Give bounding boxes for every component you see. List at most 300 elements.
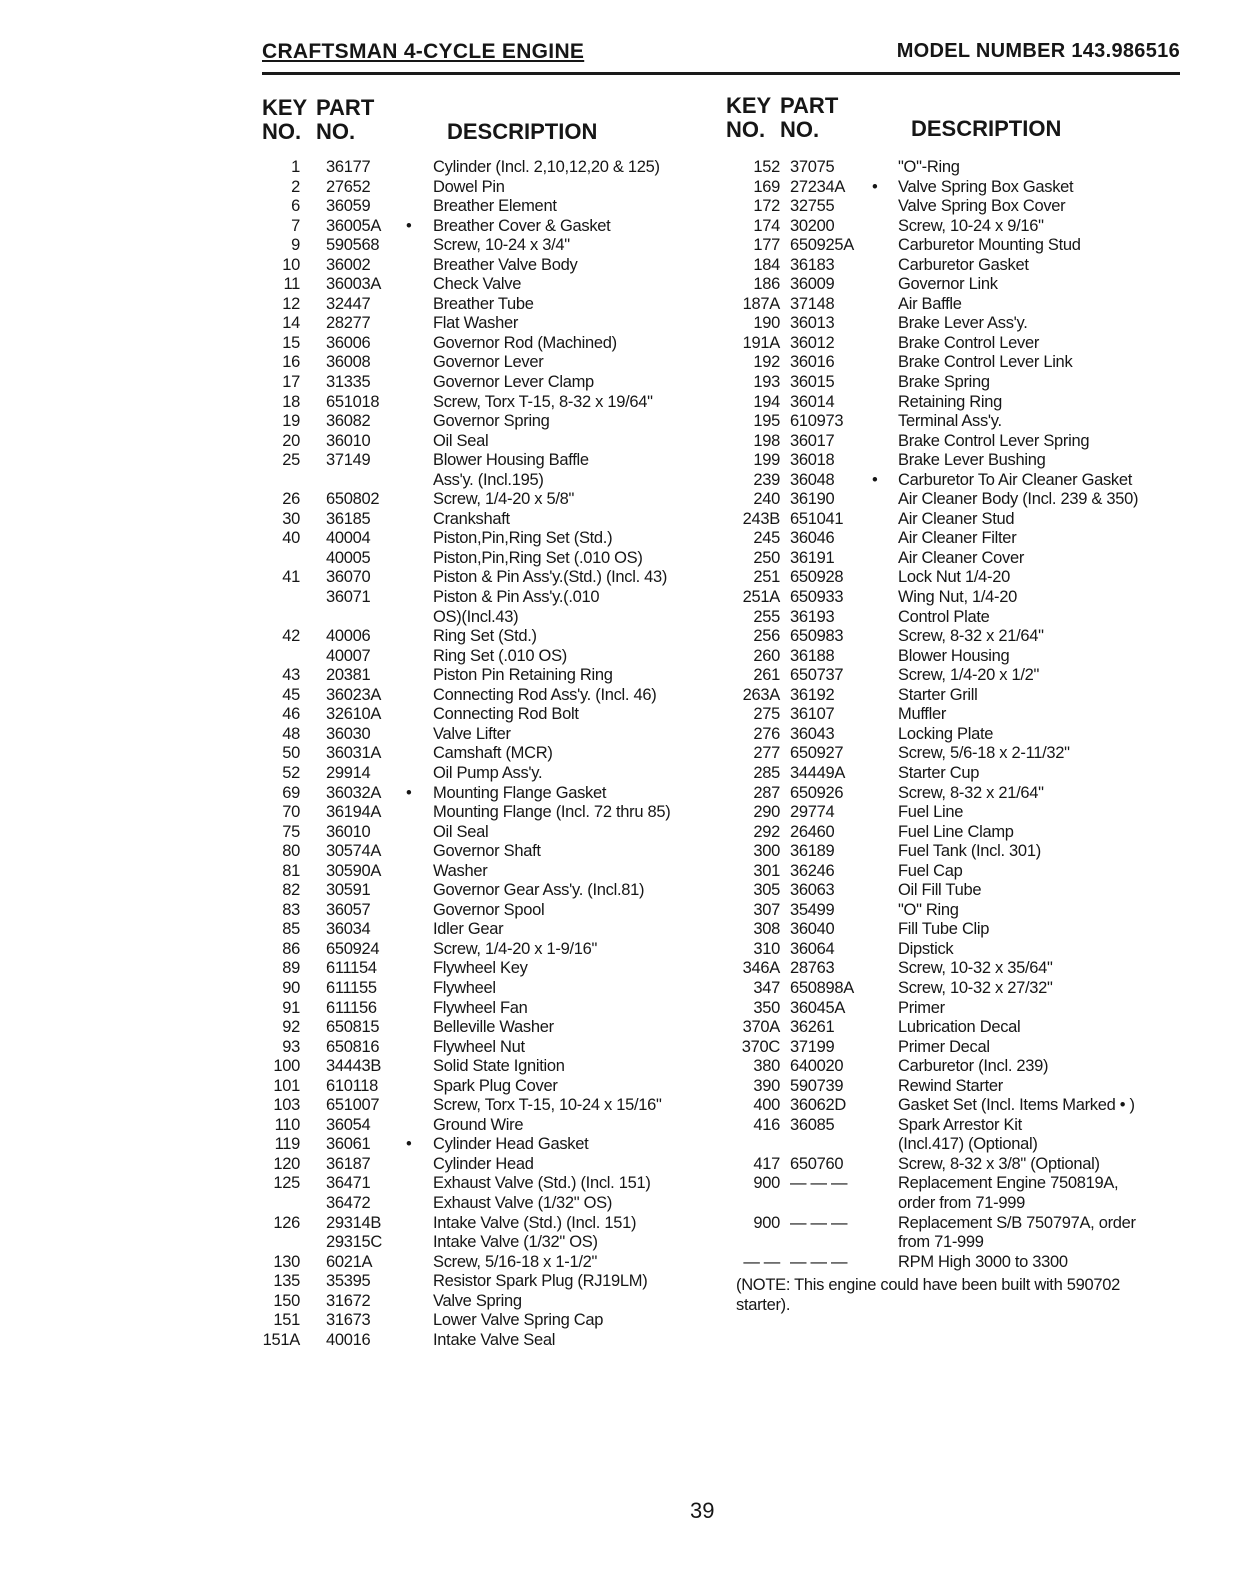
part-description: Lubrication Decal bbox=[898, 1018, 1021, 1037]
key-number: — — bbox=[743, 1252, 780, 1271]
part-number: 650737 bbox=[790, 666, 844, 685]
part-description: Screw, 10-24 x 9/16" bbox=[898, 216, 1044, 235]
part-description: Governor Rod (Machined) bbox=[433, 333, 617, 352]
part-description: Brake Spring bbox=[898, 373, 990, 392]
part-number: 35395 bbox=[326, 1272, 371, 1291]
part-description: Governor Lever Clamp bbox=[433, 373, 594, 392]
part-number: 36246 bbox=[790, 861, 835, 880]
part-description: Belleville Washer bbox=[433, 1018, 554, 1037]
left-key-header: KEY NO. bbox=[262, 95, 308, 144]
part-number: 650925A bbox=[790, 236, 854, 255]
page-number: 39 bbox=[690, 1498, 715, 1523]
key-number: 243B bbox=[742, 509, 780, 528]
key-number: 126 bbox=[273, 1213, 300, 1232]
part-number: 36190 bbox=[790, 490, 835, 509]
key-number: 390 bbox=[753, 1076, 780, 1095]
part-number: 651018 bbox=[326, 392, 380, 411]
part-number: 36032A bbox=[326, 783, 382, 802]
part-description: Brake Control Lever Spring bbox=[898, 431, 1090, 450]
part-description: Check Valve bbox=[433, 275, 522, 294]
part-number: 36010 bbox=[326, 822, 371, 841]
document-title: CRAFTSMAN 4-CYCLE ENGINE bbox=[262, 40, 585, 63]
part-description: Solid State Ignition bbox=[433, 1057, 565, 1076]
part-description: Screw, 1/4-20 x 1-9/16" bbox=[433, 939, 598, 958]
key-number: 101 bbox=[273, 1076, 300, 1095]
key-number: 251A bbox=[742, 588, 780, 607]
part-description: Governor Link bbox=[898, 275, 998, 294]
part-description: Muffler bbox=[898, 705, 947, 724]
part-number: 36261 bbox=[790, 1018, 835, 1037]
part-number: 29774 bbox=[790, 803, 835, 822]
part-number: 29314B bbox=[326, 1213, 382, 1232]
part-number: 36054 bbox=[326, 1115, 371, 1134]
key-number: 80 bbox=[282, 842, 300, 861]
key-number: 900 bbox=[753, 1174, 780, 1193]
gasket-marker: • bbox=[872, 470, 878, 489]
part-number: 36045A bbox=[790, 998, 846, 1017]
part-description: Air Cleaner Cover bbox=[898, 548, 1025, 567]
part-number: 36040 bbox=[790, 920, 835, 939]
key-number: 40 bbox=[282, 529, 300, 548]
part-number: 36472 bbox=[326, 1193, 371, 1212]
key-number: 152 bbox=[753, 158, 780, 176]
key-number: 11 bbox=[283, 275, 300, 294]
key-number: 346A bbox=[742, 959, 780, 978]
part-description: Connecting Rod Ass'y. (Incl. 46) bbox=[433, 685, 657, 704]
part-number: 40004 bbox=[326, 529, 371, 548]
key-number: 193 bbox=[753, 373, 780, 392]
part-number: 36063 bbox=[790, 881, 835, 900]
part-number: 590739 bbox=[790, 1076, 844, 1095]
key-number: 103 bbox=[273, 1096, 300, 1115]
part-number: 31672 bbox=[326, 1291, 371, 1310]
key-number: 255 bbox=[753, 607, 780, 626]
key-number: 42 bbox=[282, 627, 300, 646]
key-number: 130 bbox=[273, 1252, 300, 1271]
model-number: MODEL NUMBER 143.986516 bbox=[896, 40, 1180, 62]
part-number: 36030 bbox=[326, 724, 371, 743]
key-number: 9 bbox=[291, 236, 300, 255]
part-number: 37199 bbox=[790, 1037, 835, 1056]
part-number: 36006 bbox=[326, 333, 371, 352]
key-number: 245 bbox=[753, 529, 780, 548]
part-description: Fuel Cap bbox=[898, 861, 963, 880]
part-number: 36010 bbox=[326, 431, 371, 450]
part-description: Screw, 8-32 x 21/64" bbox=[898, 783, 1044, 802]
key-number: 151 bbox=[273, 1311, 300, 1330]
key-number: 184 bbox=[753, 255, 780, 274]
key-number: 10 bbox=[282, 255, 300, 274]
part-description: Starter Grill bbox=[898, 685, 978, 704]
key-number: 380 bbox=[753, 1057, 780, 1076]
part-number: 36471 bbox=[326, 1174, 371, 1193]
part-number: 650760 bbox=[790, 1154, 844, 1173]
part-number: 40005 bbox=[326, 548, 371, 567]
key-number: 287 bbox=[753, 783, 780, 802]
key-number: 292 bbox=[753, 822, 780, 841]
part-number: 36003A bbox=[326, 275, 382, 294]
key-number: 110 bbox=[274, 1115, 300, 1134]
part-description: Breather Element bbox=[433, 197, 557, 216]
part-description: Air Cleaner Stud bbox=[898, 509, 1015, 528]
key-number: 50 bbox=[282, 744, 300, 763]
part-description: (Incl.417) (Optional) bbox=[898, 1135, 1038, 1154]
key-number: 46 bbox=[282, 705, 300, 724]
part-number: 36107 bbox=[790, 705, 835, 724]
key-number: 276 bbox=[753, 724, 780, 743]
part-description: Exhaust Valve (1/32" OS) bbox=[433, 1193, 613, 1212]
part-number: 590568 bbox=[326, 236, 380, 255]
key-number: 26 bbox=[282, 490, 300, 509]
key-number: 82 bbox=[282, 881, 300, 900]
key-number: 172 bbox=[753, 197, 780, 216]
key-number: 191A bbox=[742, 333, 780, 352]
part-number: 40016 bbox=[326, 1330, 371, 1349]
part-description: Oil Fill Tube bbox=[898, 881, 982, 900]
part-number: 28277 bbox=[326, 314, 371, 333]
part-number: 650898A bbox=[790, 978, 854, 997]
key-number: 169 bbox=[753, 177, 780, 196]
key-number: 89 bbox=[282, 959, 300, 978]
part-number: 36023A bbox=[326, 685, 382, 704]
part-description: Starter Cup bbox=[898, 763, 980, 782]
part-number: 27234A bbox=[790, 177, 846, 196]
part-number: 32610A bbox=[326, 705, 382, 724]
part-number: 36070 bbox=[326, 568, 371, 587]
part-description: Cylinder (Incl. 2,10,12,20 & 125) bbox=[433, 158, 660, 176]
right-key-header: KEY NO. bbox=[726, 93, 772, 142]
part-description: Carburetor Gasket bbox=[898, 255, 1029, 274]
part-number: 36014 bbox=[790, 392, 835, 411]
key-number: 25 bbox=[282, 451, 300, 470]
key-number: 120 bbox=[273, 1154, 300, 1173]
part-description: Lock Nut 1/4-20 bbox=[898, 568, 1010, 587]
key-number: 300 bbox=[753, 842, 780, 861]
key-number: 305 bbox=[753, 881, 780, 900]
part-description: Breather Cover & Gasket bbox=[433, 216, 611, 235]
part-description: Dowel Pin bbox=[433, 177, 505, 196]
part-number: 34443B bbox=[326, 1057, 382, 1076]
key-number: 93 bbox=[282, 1037, 300, 1056]
part-number: 36192 bbox=[790, 685, 835, 704]
key-number: 263A bbox=[742, 685, 780, 704]
part-description: Wing Nut, 1/4-20 bbox=[898, 588, 1018, 607]
part-number: 36005A bbox=[326, 216, 382, 235]
key-number: 7 bbox=[291, 216, 300, 235]
part-number: 36057 bbox=[326, 900, 371, 919]
key-number: 285 bbox=[753, 763, 780, 782]
key-number: 125 bbox=[273, 1174, 300, 1193]
part-number: 40006 bbox=[326, 627, 371, 646]
key-number: 43 bbox=[282, 666, 300, 685]
part-description: Governor Spool bbox=[433, 900, 545, 919]
part-number: 650816 bbox=[326, 1037, 380, 1056]
part-description: Carburetor Mounting Stud bbox=[898, 236, 1081, 255]
part-number: 650926 bbox=[790, 783, 844, 802]
key-number: 239 bbox=[753, 470, 780, 489]
key-number: 48 bbox=[282, 724, 300, 743]
part-description: Control Plate bbox=[898, 607, 990, 626]
part-description: Connecting Rod Bolt bbox=[433, 705, 579, 724]
part-description: Spark Plug Cover bbox=[433, 1076, 558, 1095]
part-number: 650928 bbox=[790, 568, 844, 587]
part-description: Governor Gear Ass'y. (Incl.81) bbox=[433, 881, 645, 900]
part-description: "O"-Ring bbox=[898, 158, 960, 176]
key-number: 310 bbox=[753, 939, 780, 958]
key-number: 290 bbox=[753, 803, 780, 822]
part-number: 36177 bbox=[326, 158, 371, 176]
key-number: 370C bbox=[741, 1037, 780, 1056]
part-description: Flat Washer bbox=[433, 314, 519, 333]
key-number: 900 bbox=[753, 1213, 780, 1232]
key-number: 307 bbox=[753, 900, 780, 919]
key-number: 18 bbox=[282, 392, 300, 411]
key-number: 350 bbox=[753, 998, 780, 1017]
key-number: 86 bbox=[282, 939, 300, 958]
part-description: Screw, Torx T-15, 10-24 x 15/16" bbox=[433, 1096, 662, 1115]
key-number: 174 bbox=[753, 216, 780, 235]
part-number: 36061 bbox=[326, 1135, 371, 1154]
part-description: Screw, 5/6-18 x 2-11/32" bbox=[898, 744, 1070, 763]
key-number: 256 bbox=[753, 627, 780, 646]
part-description: Piston,Pin,Ring Set (Std.) bbox=[433, 529, 613, 548]
key-number: 260 bbox=[753, 646, 780, 665]
part-number: — — — bbox=[790, 1252, 848, 1271]
part-description: Screw, 10-32 x 27/32" bbox=[898, 978, 1053, 997]
part-number: 30591 bbox=[326, 881, 371, 900]
part-description: Intake Valve (1/32" OS) bbox=[433, 1233, 598, 1252]
part-number: 36017 bbox=[790, 431, 835, 450]
key-number: 100 bbox=[273, 1057, 300, 1076]
part-number: 36002 bbox=[326, 255, 371, 274]
key-number: 119 bbox=[274, 1135, 300, 1154]
part-description: Blower Housing Baffle bbox=[433, 451, 589, 470]
part-description: Air Cleaner Filter bbox=[898, 529, 1017, 548]
part-number: 610973 bbox=[790, 412, 844, 431]
part-description: Fuel Line Clamp bbox=[898, 822, 1014, 841]
part-description: order from 71-999 bbox=[898, 1193, 1025, 1212]
part-description: Replacement Engine 750819A, bbox=[898, 1174, 1119, 1193]
part-description: Screw, 8-32 x 3/8" (Optional) bbox=[898, 1154, 1100, 1173]
key-number: 6 bbox=[291, 197, 300, 216]
part-description: Screw, 10-32 x 35/64" bbox=[898, 959, 1053, 978]
key-number: 186 bbox=[753, 275, 780, 294]
engine-note: (NOTE: This engine could have been built with 590702 starter). bbox=[736, 1276, 1121, 1314]
key-number: 75 bbox=[282, 822, 300, 841]
part-number: 36064 bbox=[790, 939, 835, 958]
part-number: 650933 bbox=[790, 588, 844, 607]
part-number: 611156 bbox=[326, 998, 377, 1017]
part-description: "O" Ring bbox=[898, 900, 959, 919]
part-number: 36009 bbox=[790, 275, 835, 294]
part-description: Exhaust Valve (Std.) (Incl. 151) bbox=[433, 1174, 651, 1193]
part-description: Breather Tube bbox=[433, 294, 534, 313]
gasket-marker: • bbox=[406, 1135, 412, 1154]
part-description: Screw, 1/4-20 x 5/8" bbox=[433, 490, 575, 509]
part-number: 36189 bbox=[790, 842, 835, 861]
key-number: 416 bbox=[753, 1115, 780, 1134]
part-description: Piston,Pin,Ring Set (.010 OS) bbox=[433, 548, 643, 567]
key-number: 90 bbox=[282, 978, 300, 997]
part-number: 36016 bbox=[790, 353, 835, 372]
key-number: 52 bbox=[282, 763, 300, 782]
part-number: 36015 bbox=[790, 373, 835, 392]
key-number: 198 bbox=[753, 431, 780, 450]
key-number: 150 bbox=[273, 1291, 300, 1310]
part-number: 36059 bbox=[326, 197, 371, 216]
part-number: 30200 bbox=[790, 216, 835, 235]
part-description: Valve Spring Box Gasket bbox=[898, 177, 1074, 196]
part-number: — — — bbox=[790, 1213, 848, 1232]
part-number: 37075 bbox=[790, 158, 835, 176]
part-description: Screw, 8-32 x 21/64" bbox=[898, 627, 1044, 646]
part-number: 35499 bbox=[790, 900, 835, 919]
part-number: 610118 bbox=[326, 1076, 379, 1095]
right-description-header: DESCRIPTION bbox=[911, 116, 1062, 141]
part-description: Replacement S/B 750797A, order bbox=[898, 1213, 1136, 1232]
part-number: 640020 bbox=[790, 1057, 844, 1076]
part-description: Idler Gear bbox=[433, 920, 504, 939]
part-number: 36048 bbox=[790, 470, 835, 489]
part-number: 651041 bbox=[790, 509, 844, 528]
key-number: 400 bbox=[753, 1096, 780, 1115]
part-number: 36188 bbox=[790, 646, 835, 665]
part-description: Fuel Line bbox=[898, 803, 964, 822]
gasket-marker: • bbox=[406, 216, 412, 235]
key-number: 261 bbox=[753, 666, 780, 685]
key-number: 69 bbox=[282, 783, 300, 802]
part-number: 36085 bbox=[790, 1115, 835, 1134]
left-description-header: DESCRIPTION bbox=[447, 119, 598, 144]
part-description: Ass'y. (Incl.195) bbox=[433, 470, 544, 489]
part-description: Locking Plate bbox=[898, 724, 994, 743]
part-number: 34449A bbox=[790, 763, 846, 782]
left-part-header: PART NO. bbox=[316, 95, 375, 144]
key-number: 135 bbox=[273, 1272, 300, 1291]
part-description: Ring Set (Std.) bbox=[433, 627, 537, 646]
part-description: Oil Seal bbox=[433, 822, 489, 841]
part-number: 36018 bbox=[790, 451, 835, 470]
part-description: Intake Valve (Std.) (Incl. 151) bbox=[433, 1213, 637, 1232]
part-number: 29315C bbox=[326, 1233, 382, 1252]
part-number: 28763 bbox=[790, 959, 835, 978]
key-number: 250 bbox=[753, 548, 780, 567]
part-number: 36185 bbox=[326, 509, 371, 528]
part-description: Screw, 1/4-20 x 1/2" bbox=[898, 666, 1040, 685]
part-number: 27652 bbox=[326, 177, 371, 196]
key-number: 187A bbox=[742, 294, 780, 313]
part-description: Flywheel Nut bbox=[433, 1037, 525, 1056]
key-number: 194 bbox=[753, 392, 780, 411]
part-description: Carburetor To Air Cleaner Gasket bbox=[898, 470, 1133, 489]
key-number: 347 bbox=[753, 978, 780, 997]
key-number: 177 bbox=[753, 236, 780, 255]
part-description: Blower Housing bbox=[898, 646, 1010, 665]
part-description: RPM High 3000 to 3300 bbox=[898, 1252, 1068, 1271]
part-number: 650802 bbox=[326, 490, 380, 509]
part-description: Primer Decal bbox=[898, 1037, 990, 1056]
part-description: Valve Spring bbox=[433, 1291, 522, 1310]
part-description: Piston Pin Retaining Ring bbox=[433, 666, 613, 685]
key-number: 70 bbox=[282, 803, 300, 822]
key-number: 91 bbox=[282, 998, 300, 1017]
part-number: 36034 bbox=[326, 920, 371, 939]
key-number: 301 bbox=[753, 861, 780, 880]
part-number: 30590A bbox=[326, 861, 382, 880]
part-number: 36012 bbox=[790, 333, 835, 352]
part-number: 36187 bbox=[326, 1154, 371, 1173]
part-description: Piston & Pin Ass'y.(.010 bbox=[433, 588, 600, 607]
part-description: Fuel Tank (Incl. 301) bbox=[898, 842, 1041, 861]
key-number: 277 bbox=[753, 744, 780, 763]
key-number: 192 bbox=[753, 353, 780, 372]
key-number: 1 bbox=[291, 158, 300, 176]
part-number: 29914 bbox=[326, 763, 371, 782]
part-description: Mounting Flange (Incl. 72 thru 85) bbox=[433, 803, 671, 822]
key-number: 15 bbox=[282, 333, 300, 352]
part-description: Crankshaft bbox=[433, 509, 510, 528]
part-number: 611155 bbox=[326, 978, 377, 997]
part-description: Brake Lever Ass'y. bbox=[898, 314, 1028, 333]
part-description: from 71-999 bbox=[898, 1233, 984, 1252]
part-number: 20381 bbox=[326, 666, 371, 685]
part-description: Brake Control Lever bbox=[898, 333, 1040, 352]
key-number: 370A bbox=[742, 1018, 780, 1037]
part-number: 36062D bbox=[790, 1096, 846, 1115]
part-description: Terminal Ass'y. bbox=[898, 412, 1002, 431]
key-number: 41 bbox=[282, 568, 300, 587]
key-number: 251 bbox=[753, 568, 780, 587]
part-description: Piston & Pin Ass'y.(Std.) (Incl. 43) bbox=[433, 568, 668, 587]
part-description: Brake Lever Bushing bbox=[898, 451, 1046, 470]
part-number: 26460 bbox=[790, 822, 835, 841]
part-number: 36046 bbox=[790, 529, 835, 548]
part-number: 36194A bbox=[326, 803, 382, 822]
part-description: Gasket Set (Incl. Items Marked • ) bbox=[898, 1096, 1135, 1115]
part-description: Fill Tube Clip bbox=[898, 920, 990, 939]
part-number: 36043 bbox=[790, 724, 835, 743]
part-description: Governor Spring bbox=[433, 412, 550, 431]
part-number: 30574A bbox=[326, 842, 382, 861]
key-number: 240 bbox=[753, 490, 780, 509]
key-number: 195 bbox=[753, 412, 780, 431]
part-description: Air Baffle bbox=[898, 294, 962, 313]
part-description: Cylinder Head Gasket bbox=[433, 1135, 589, 1154]
part-description: Oil Seal bbox=[433, 431, 489, 450]
part-description: Primer bbox=[898, 998, 945, 1017]
part-description: Breather Valve Body bbox=[433, 255, 578, 274]
part-description: Oil Pump Ass'y. bbox=[433, 763, 543, 782]
part-number: 36071 bbox=[326, 588, 371, 607]
part-description: Intake Valve Seal bbox=[433, 1330, 556, 1349]
part-description: Rewind Starter bbox=[898, 1076, 1003, 1095]
part-number: 40007 bbox=[326, 646, 371, 665]
part-description: Resistor Spark Plug (RJ19LM) bbox=[433, 1272, 648, 1291]
part-description: Flywheel Fan bbox=[433, 998, 528, 1017]
part-number: 6021A bbox=[326, 1252, 373, 1271]
key-number: 19 bbox=[282, 412, 300, 431]
part-number: 37149 bbox=[326, 451, 371, 470]
part-description: Lower Valve Spring Cap bbox=[433, 1311, 604, 1330]
part-description: Governor Lever bbox=[433, 353, 544, 372]
part-number: 650983 bbox=[790, 627, 844, 646]
key-number: 275 bbox=[753, 705, 780, 724]
part-number: 37148 bbox=[790, 294, 835, 313]
key-number: 83 bbox=[282, 900, 300, 919]
part-number: 36082 bbox=[326, 412, 371, 431]
page-header bbox=[262, 38, 1180, 75]
part-description: Governor Shaft bbox=[433, 842, 541, 861]
